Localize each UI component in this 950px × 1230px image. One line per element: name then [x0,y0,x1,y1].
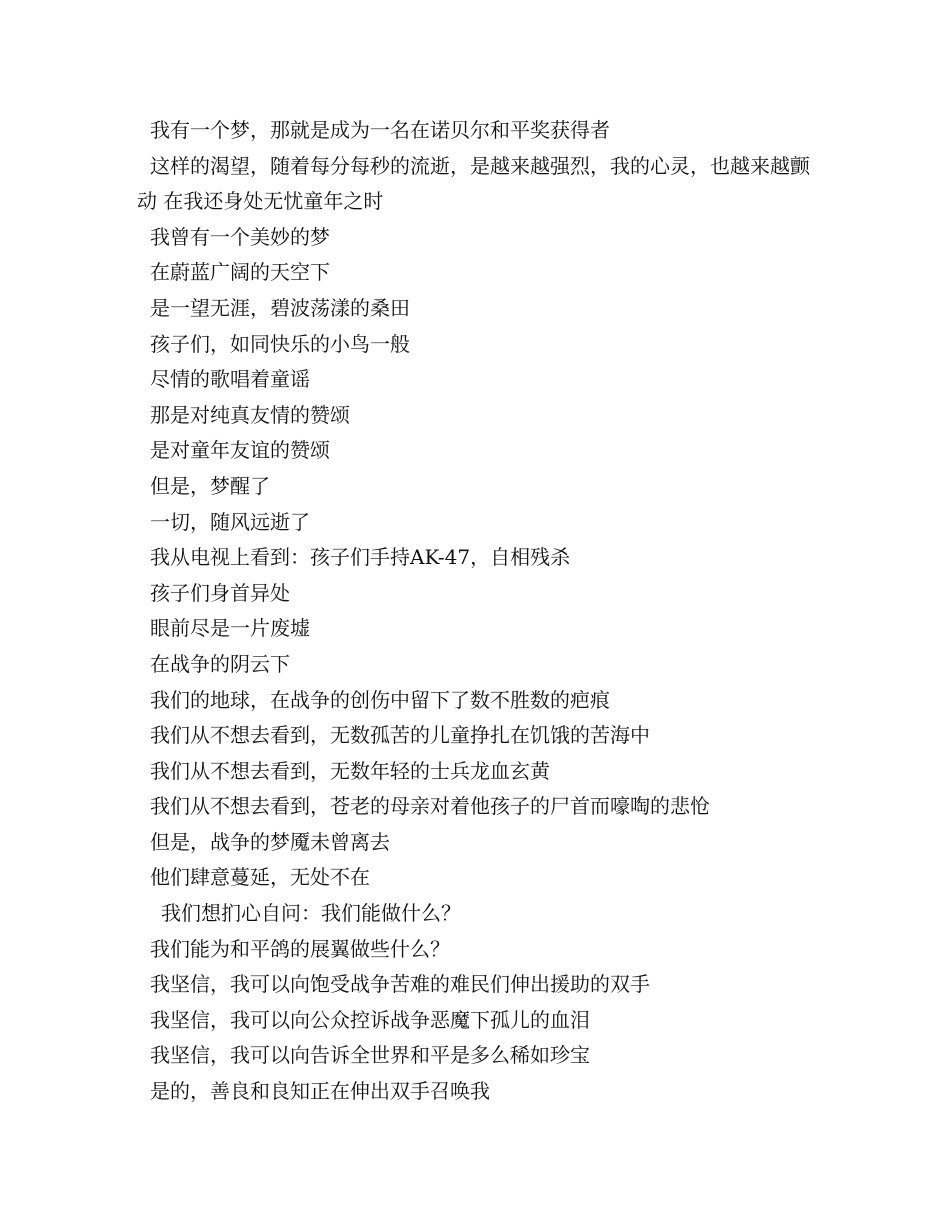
paragraph: 孩子们，如同快乐的小鸟一般 [150,331,410,356]
paragraph: 是的，善良和良知正在伸出双手召唤我 [150,1079,490,1104]
document-body [137,113,827,1110]
paragraph: 我们从不想去看到，无数孤苦的儿童挣扎在饥饿的苦海中 [150,723,650,748]
paragraph: 我从电视上看到：孩子们手持AK-47，自相残杀 [150,545,571,570]
paragraph: 我有一个梦，那就是成为一名在诺贝尔和平奖获得者 [150,118,610,142]
paragraph: 在战争的阴云下 [150,651,290,676]
paragraph: 我们想扪心自问：我们能做什么？ [161,901,461,926]
paragraph: 尽情的歌唱着童谣 [150,367,310,392]
paragraph: 孩子们身首异处 [150,580,290,605]
paragraph: 我坚信，我可以向告诉全世界和平是多么稀如珍宝 [150,1043,590,1068]
paragraph: 我们从不想去看到，苍老的母亲对着他孩子的尸首而嚎啕的悲怆 [150,794,710,819]
paragraph: 这样的渴望，随着每分每秒的流逝，是越来越强烈，我的心灵，也越来越颤动 在我还身处无忧童年之时 [137,153,810,214]
paragraph: 我坚信，我可以向公众控诉战争恶魔下孤儿的血泪 [150,1007,590,1032]
paragraph: 但是，战争的梦魇未曾离去 [150,829,390,854]
paragraph: 我坚信，我可以向饱受战争苦难的难民们伸出援助的双手 [150,972,650,997]
paragraph: 他们肆意蔓延，无处不在 [150,865,370,890]
paragraph: 我们的地球，在战争的创伤中留下了数不胜数的疤痕 [150,687,610,712]
paragraph: 是对童年友谊的赞颂 [150,438,330,463]
paragraph: 我们能为和平鸽的展翼做些什么？ [150,936,450,961]
paragraph: 是一望无涯，碧波荡漾的桑田 [150,295,410,320]
paragraph: 那是对纯真友情的赞颂 [150,402,350,427]
paragraph: 但是，梦醒了 [150,473,270,498]
paragraph: 我曾有一个美妙的梦 [150,224,330,249]
paragraph: 在蔚蓝广阔的天空下 [150,260,330,285]
paragraph: 一切，随风远逝了 [150,509,310,534]
paragraph: 眼前尽是一片废墟 [150,616,310,641]
paragraph: 我们从不想去看到，无数年轻的士兵龙血玄黄 [150,758,550,783]
